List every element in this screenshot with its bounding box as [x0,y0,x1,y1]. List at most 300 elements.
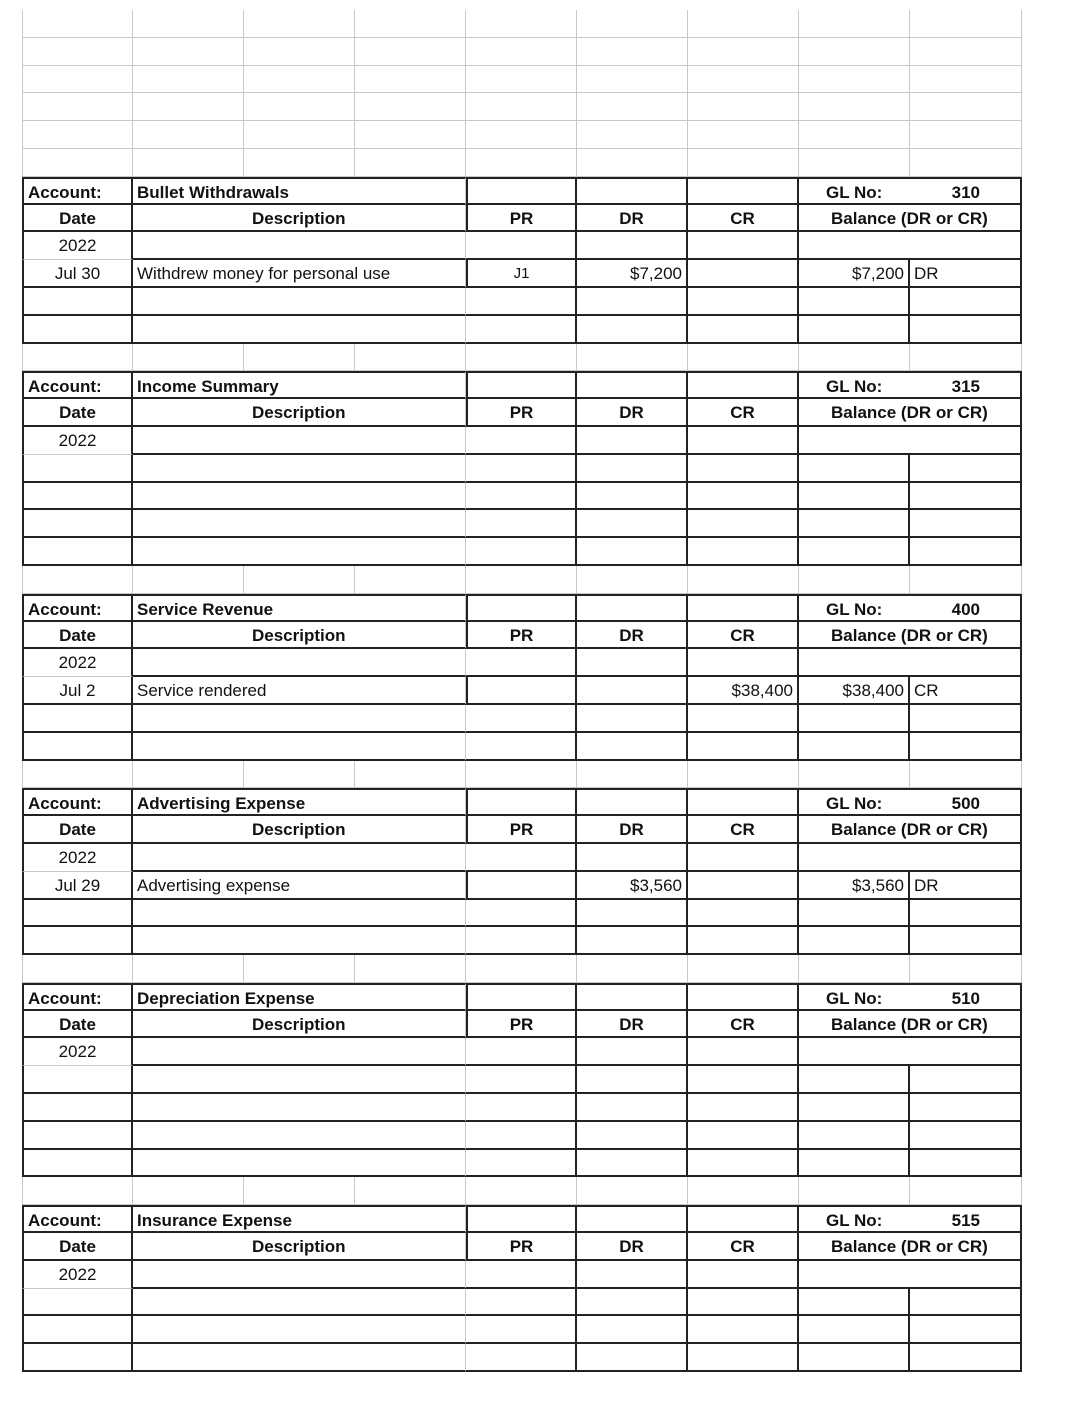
cell[interactable] [466,566,577,594]
cell[interactable] [577,121,688,149]
cell[interactable] [577,1261,688,1289]
cell[interactable] [133,1344,466,1372]
balance-header[interactable]: Balance (DR or CR) [799,816,1022,844]
cell[interactable] [799,455,910,483]
cell[interactable] [799,483,910,511]
entry-cr[interactable] [688,872,799,900]
cell[interactable] [22,66,133,94]
cell[interactable] [577,1177,688,1205]
entry-date[interactable]: Jul 2 [22,677,133,705]
cell[interactable] [910,1177,1022,1205]
cell[interactable] [910,733,1022,761]
entry-description[interactable]: Withdrew money for personal use [133,260,466,288]
cell[interactable] [688,1038,799,1066]
cell[interactable] [22,761,133,789]
cell[interactable] [355,93,466,121]
cell[interactable] [355,955,466,983]
cell[interactable] [133,1038,466,1066]
cell[interactable] [466,538,577,566]
cell[interactable] [466,788,577,816]
cell[interactable] [466,371,577,399]
cell[interactable] [577,316,688,344]
cell[interactable] [799,316,910,344]
account-label[interactable]: Account: [22,788,133,816]
cell[interactable] [799,93,910,121]
cell[interactable] [910,1094,1022,1122]
cell[interactable] [577,1150,688,1178]
cell[interactable] [688,1094,799,1122]
cell[interactable] [133,316,466,344]
cell[interactable] [466,10,577,38]
cell[interactable] [466,594,577,622]
cell[interactable] [466,1344,577,1372]
cell[interactable] [910,288,1022,316]
cell[interactable] [688,900,799,928]
cell[interactable] [799,66,910,94]
cell[interactable] [133,427,466,455]
year-cell[interactable]: 2022 [22,649,133,677]
gl-number-cell[interactable] [799,788,1022,816]
cell[interactable] [466,761,577,789]
dr-header[interactable]: DR [577,1011,688,1039]
cell[interactable] [910,121,1022,149]
cell[interactable] [355,149,466,177]
cell[interactable] [577,1066,688,1094]
cell[interactable] [22,38,133,66]
cell[interactable] [466,177,577,205]
cell[interactable] [133,844,466,872]
cell[interactable] [133,66,244,94]
cell[interactable] [22,510,133,538]
cell[interactable] [799,1038,1022,1066]
cell[interactable] [577,594,688,622]
cell[interactable] [910,761,1022,789]
cell[interactable] [799,232,1022,260]
cell[interactable] [577,510,688,538]
cell[interactable] [355,10,466,38]
cell[interactable] [466,1261,577,1289]
cell[interactable] [22,344,133,372]
cell[interactable] [22,1289,133,1317]
cell[interactable] [799,1150,910,1178]
cell[interactable] [22,705,133,733]
cell[interactable] [466,927,577,955]
cell[interactable] [910,1150,1022,1178]
cell[interactable] [466,844,577,872]
description-header[interactable]: Description [133,1011,466,1039]
cell[interactable] [466,1094,577,1122]
cell[interactable] [466,1205,577,1233]
cell[interactable] [910,483,1022,511]
cell[interactable] [577,371,688,399]
cell[interactable] [577,288,688,316]
year-cell[interactable]: 2022 [22,844,133,872]
cell[interactable] [133,1094,466,1122]
date-header[interactable]: Date [22,1233,133,1261]
cell[interactable] [244,1177,355,1205]
cell[interactable] [22,93,133,121]
cell[interactable] [688,1066,799,1094]
entry-dr[interactable]: $7,200 [577,260,688,288]
cell[interactable] [133,1261,466,1289]
gl-number-cell[interactable] [799,594,1022,622]
cell[interactable] [133,1289,466,1317]
cell[interactable] [688,232,799,260]
cell[interactable] [577,1094,688,1122]
cell[interactable] [355,1177,466,1205]
account-label[interactable]: Account: [22,594,133,622]
cell[interactable] [688,844,799,872]
cell[interactable] [577,844,688,872]
description-header[interactable]: Description [133,622,466,650]
cell[interactable] [688,149,799,177]
cr-header[interactable]: CR [688,1011,799,1039]
cell[interactable] [466,427,577,455]
cell[interactable] [910,510,1022,538]
cell[interactable] [910,900,1022,928]
cell[interactable] [244,66,355,94]
cell[interactable] [688,566,799,594]
description-header[interactable]: Description [133,816,466,844]
cell[interactable] [688,538,799,566]
cell[interactable] [466,1150,577,1178]
cell[interactable] [688,483,799,511]
balance-header[interactable]: Balance (DR or CR) [799,622,1022,650]
cell[interactable] [688,1289,799,1317]
cell[interactable] [577,455,688,483]
cell[interactable] [244,955,355,983]
cell[interactable] [799,1066,910,1094]
cell[interactable] [688,38,799,66]
cell[interactable] [799,1261,1022,1289]
pr-header[interactable]: PR [466,399,577,427]
dr-header[interactable]: DR [577,399,688,427]
cell[interactable] [22,733,133,761]
entry-pr[interactable] [466,872,577,900]
cell[interactable] [466,1177,577,1205]
cell[interactable] [688,1205,799,1233]
cell[interactable] [133,93,244,121]
cell[interactable] [466,733,577,761]
year-cell[interactable]: 2022 [22,427,133,455]
cell[interactable] [466,955,577,983]
cell[interactable] [799,927,910,955]
cell[interactable] [466,1122,577,1150]
cell[interactable] [244,93,355,121]
cell[interactable] [910,93,1022,121]
cell[interactable] [466,1038,577,1066]
cell[interactable] [133,761,244,789]
cell[interactable] [466,705,577,733]
cell[interactable] [688,733,799,761]
entry-dr[interactable] [577,677,688,705]
cell[interactable] [577,483,688,511]
cell[interactable] [22,149,133,177]
gl-number-cell[interactable] [799,371,1022,399]
cell[interactable] [577,10,688,38]
cell[interactable] [799,955,910,983]
cell[interactable] [688,1316,799,1344]
cell[interactable] [22,900,133,928]
cell[interactable] [22,455,133,483]
cell[interactable] [22,1150,133,1178]
year-cell[interactable]: 2022 [22,1038,133,1066]
cell[interactable] [466,649,577,677]
cell[interactable] [466,510,577,538]
cell[interactable] [133,38,244,66]
cell[interactable] [22,1177,133,1205]
cell[interactable] [133,1066,466,1094]
account-name[interactable]: Insurance Expense [133,1205,466,1233]
cell[interactable] [133,538,466,566]
cell[interactable] [688,510,799,538]
cell[interactable] [244,344,355,372]
cell[interactable] [133,705,466,733]
cell[interactable] [910,1344,1022,1372]
cr-header[interactable]: CR [688,622,799,650]
cell[interactable] [577,38,688,66]
cr-header[interactable]: CR [688,816,799,844]
date-header[interactable]: Date [22,205,133,233]
cell[interactable] [577,1316,688,1344]
cell[interactable] [244,10,355,38]
cell[interactable] [910,455,1022,483]
cell[interactable] [799,10,910,38]
account-label[interactable]: Account: [22,371,133,399]
account-name[interactable]: Advertising Expense [133,788,466,816]
cell[interactable] [466,121,577,149]
cell[interactable] [910,1122,1022,1150]
cell[interactable] [466,900,577,928]
cell[interactable] [577,705,688,733]
cell[interactable] [799,38,910,66]
cell[interactable] [577,1289,688,1317]
cell[interactable] [577,1205,688,1233]
cr-header[interactable]: CR [688,399,799,427]
cell[interactable] [133,483,466,511]
cell[interactable] [133,733,466,761]
cell[interactable] [799,1344,910,1372]
cell[interactable] [910,66,1022,94]
cell[interactable] [133,10,244,38]
cell[interactable] [910,705,1022,733]
entry-pr[interactable] [466,677,577,705]
cell[interactable] [133,900,466,928]
cell[interactable] [577,177,688,205]
account-name[interactable]: Service Revenue [133,594,466,622]
cell[interactable] [688,1344,799,1372]
cell[interactable] [133,1177,244,1205]
cell[interactable] [799,566,910,594]
cell[interactable] [466,455,577,483]
cell[interactable] [466,1289,577,1317]
cell[interactable] [355,121,466,149]
cell[interactable] [688,649,799,677]
cell[interactable] [799,733,910,761]
cell[interactable] [688,594,799,622]
cell[interactable] [133,510,466,538]
cell[interactable] [910,344,1022,372]
cell[interactable] [688,927,799,955]
cell[interactable] [133,955,244,983]
cell[interactable] [688,983,799,1011]
cell[interactable] [799,538,910,566]
cell[interactable] [799,1177,910,1205]
account-label[interactable]: Account: [22,983,133,1011]
cell[interactable] [577,538,688,566]
cell[interactable] [688,1150,799,1178]
dr-header[interactable]: DR [577,816,688,844]
pr-header[interactable]: PR [466,1011,577,1039]
pr-header[interactable]: PR [466,205,577,233]
cell[interactable] [688,761,799,789]
cell[interactable] [910,1316,1022,1344]
gl-number-cell[interactable] [799,177,1022,205]
cell[interactable] [799,761,910,789]
cell[interactable] [466,288,577,316]
date-header[interactable]: Date [22,1011,133,1039]
cell[interactable] [688,66,799,94]
gl-number-cell[interactable] [799,1205,1022,1233]
cell[interactable] [910,927,1022,955]
cell[interactable] [688,371,799,399]
cell[interactable] [577,1038,688,1066]
cell[interactable] [577,149,688,177]
cell[interactable] [133,1122,466,1150]
dr-header[interactable]: DR [577,1233,688,1261]
cell[interactable] [688,1261,799,1289]
cell[interactable] [244,566,355,594]
cell[interactable] [133,288,466,316]
cell[interactable] [133,927,466,955]
cell[interactable] [799,149,910,177]
cell[interactable] [688,955,799,983]
description-header[interactable]: Description [133,205,466,233]
cell[interactable] [133,649,466,677]
cell[interactable] [910,1289,1022,1317]
cell[interactable] [133,1316,466,1344]
cell[interactable] [22,121,133,149]
cell[interactable] [22,927,133,955]
entry-date[interactable]: Jul 30 [22,260,133,288]
cell[interactable] [22,288,133,316]
balance-header[interactable]: Balance (DR or CR) [799,1233,1022,1261]
cell[interactable] [910,38,1022,66]
cell[interactable] [244,149,355,177]
entry-description[interactable]: Advertising expense [133,872,466,900]
description-header[interactable]: Description [133,399,466,427]
cell[interactable] [355,344,466,372]
cell[interactable] [799,1094,910,1122]
dr-header[interactable]: DR [577,622,688,650]
cell[interactable] [577,566,688,594]
cell[interactable] [133,121,244,149]
cell[interactable] [577,232,688,260]
cr-header[interactable]: CR [688,1233,799,1261]
cell[interactable] [466,66,577,94]
cell[interactable] [799,510,910,538]
cell[interactable] [466,983,577,1011]
cell[interactable] [133,455,466,483]
cell[interactable] [799,900,910,928]
cell[interactable] [355,38,466,66]
cell[interactable] [688,705,799,733]
date-header[interactable]: Date [22,622,133,650]
pr-header[interactable]: PR [466,816,577,844]
account-label[interactable]: Account: [22,177,133,205]
cell[interactable] [133,344,244,372]
cell[interactable] [799,344,910,372]
balance-header[interactable]: Balance (DR or CR) [799,205,1022,233]
cell[interactable] [22,1122,133,1150]
cell[interactable] [577,955,688,983]
dr-header[interactable]: DR [577,205,688,233]
account-name[interactable]: Income Summary [133,371,466,399]
cell[interactable] [22,316,133,344]
cell[interactable] [22,483,133,511]
cell[interactable] [910,1066,1022,1094]
cell[interactable] [22,1066,133,1094]
cell[interactable] [577,761,688,789]
cell[interactable] [577,427,688,455]
cell[interactable] [799,705,910,733]
cell[interactable] [688,93,799,121]
date-header[interactable]: Date [22,816,133,844]
balance-header[interactable]: Balance (DR or CR) [799,1011,1022,1039]
cell[interactable] [466,316,577,344]
description-header[interactable]: Description [133,1233,466,1261]
cell[interactable] [577,1122,688,1150]
cell[interactable] [799,649,1022,677]
cell[interactable] [688,427,799,455]
cell[interactable] [799,844,1022,872]
cell[interactable] [799,121,910,149]
cell[interactable] [577,788,688,816]
cell[interactable] [22,955,133,983]
cell[interactable] [688,344,799,372]
entry-balance[interactable]: $7,200 [799,260,910,288]
year-cell[interactable]: 2022 [22,1261,133,1289]
cell[interactable] [355,566,466,594]
cell[interactable] [577,1344,688,1372]
entry-cr[interactable] [688,260,799,288]
pr-header[interactable]: PR [466,622,577,650]
cell[interactable] [910,538,1022,566]
cell[interactable] [910,316,1022,344]
cell[interactable] [688,177,799,205]
cell[interactable] [577,93,688,121]
pr-header[interactable]: PR [466,1233,577,1261]
cell[interactable] [910,566,1022,594]
cr-header[interactable]: CR [688,205,799,233]
cell[interactable] [688,10,799,38]
entry-pr[interactable]: J1 [466,260,577,288]
cell[interactable] [577,649,688,677]
cell[interactable] [466,93,577,121]
cell[interactable] [688,1122,799,1150]
cell[interactable] [688,788,799,816]
cell[interactable] [466,38,577,66]
entry-side[interactable]: DR [910,872,1022,900]
gl-number-cell[interactable] [799,983,1022,1011]
entry-description[interactable]: Service rendered [133,677,466,705]
cell[interactable] [577,983,688,1011]
entry-side[interactable]: CR [910,677,1022,705]
entry-balance[interactable]: $3,560 [799,872,910,900]
cell[interactable] [799,1289,910,1317]
cell[interactable] [244,38,355,66]
cell[interactable] [910,149,1022,177]
